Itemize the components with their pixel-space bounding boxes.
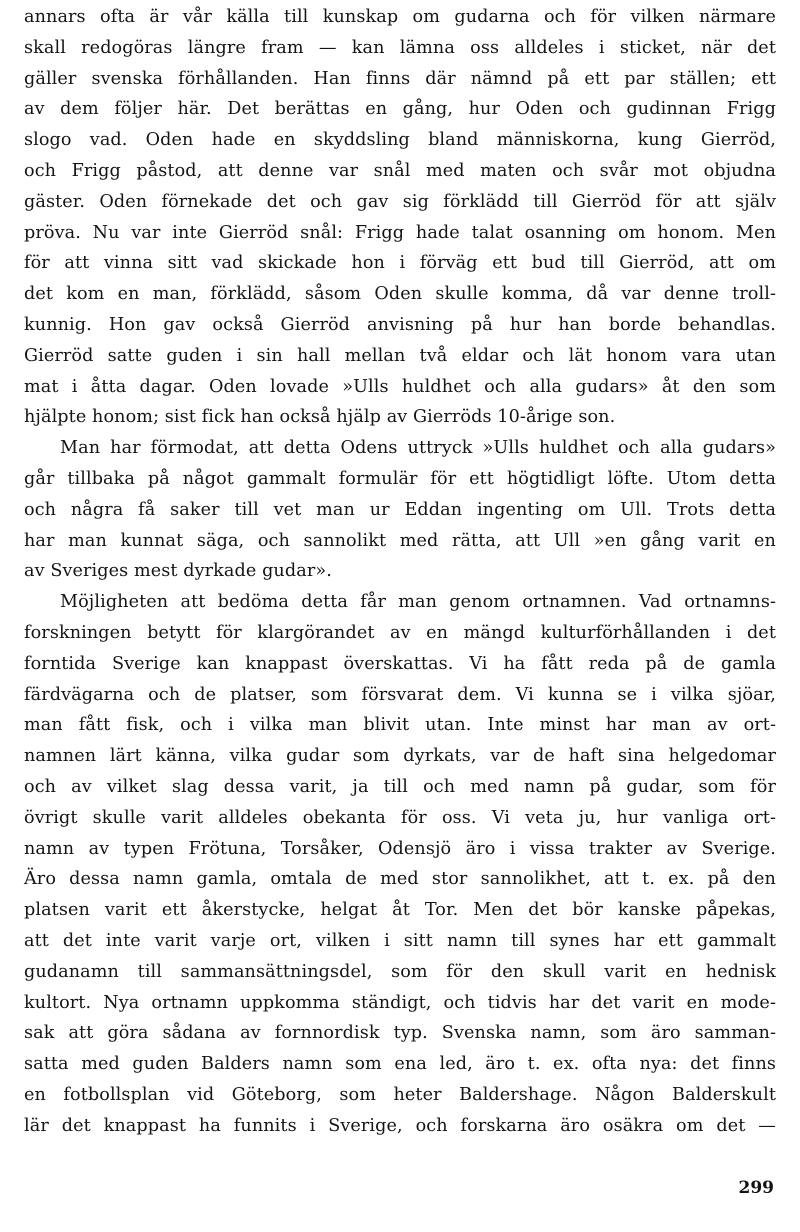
text-line: pröva. Nu var inte Gierröd snål: Frigg hade talat osanning om honom. Men [24, 222, 776, 243]
text-line: Möjligheten att bedöma detta får man genom ortnamnen. Vad ortnamns- [60, 592, 776, 613]
text-line: och av vilket slag dessa varit, ja till och med namn på gudar, som för [24, 776, 776, 797]
text-line: och Frigg påstod, att denne var snål med maten och svår mot objudna [24, 160, 776, 181]
text-line: gudanamn till sammansättningsdel, som för den skull varit en hednisk [24, 961, 776, 982]
paragraph-3 [24, 587, 776, 1141]
text-line: forskningen betytt för klargörandet av en mängd kulturförhållanden i det [24, 622, 776, 643]
text-line: en fotbollsplan vid Göteborg, som heter Baldershage. Någon Balderskult [24, 1084, 776, 1105]
text-line: lär det knappast ha funnits i Sverige, och forskarna äro osäkra om det — [24, 1115, 776, 1136]
text-line: mat i åtta dagar. Oden lovade »Ulls huldhet och alla gudars» åt den som [24, 376, 776, 397]
text-line: forntida Sverige kan knappast överskattas. Vi ha fått reda på de gamla [24, 653, 776, 674]
text-line: man fått fisk, och i vilka man blivit utan. Inte minst har man av ort- [24, 715, 776, 736]
text-line: Gierröd satte guden i sin hall mellan två eldar och lät honom vara utan [24, 345, 776, 366]
text-line: färdvägarna och de platser, som försvarat dem. Vi kunna se i vilka sjöar, [24, 684, 776, 705]
text-line: gäller svenska förhållanden. Han finns där nämnd på ett par ställen; ett [24, 68, 776, 89]
text-line: hjälpte honom; sist fick han också hjälp av Gierröds 10-årige son. [24, 407, 616, 428]
text-line: namnen lärt känna, vilka gudar som dyrkats, var de haft sina helgedomar [24, 746, 776, 767]
text-line: går tillbaka på något gammalt formulär för ett högtidligt löfte. Utom detta [24, 468, 776, 489]
text-line: att det inte varit varje ort, vilken i sitt namn till synes har ett gammalt [24, 930, 776, 951]
text-line: sak att göra sådana av fornnordisk typ. Svenska namn, som äro samman- [24, 1023, 776, 1044]
text-line: har man kunnat säga, och sannolikt med rätta, att Ull »en gång varit en [24, 530, 776, 551]
paragraph-2 [24, 433, 776, 587]
text-line: Äro dessa namn gamla, omtala de med stor sannolikhet, att t. ex. på den [24, 869, 776, 890]
text-line: för att vinna sitt vad skickade hon i förväg ett bud till Gierröd, att om [24, 253, 776, 274]
text-line: Man har förmodat, att detta Odens uttryck »Ulls huldhet och alla gudars» [60, 438, 776, 459]
page-body [24, 2, 776, 1141]
page-number: 299 [738, 1178, 774, 1198]
text-line: satta med guden Balders namn som ena led, äro t. ex. ofta nya: det finns [24, 1054, 776, 1075]
text-line: kunnig. Hon gav också Gierröd anvisning på hur han borde behandlas. [24, 314, 776, 335]
text-line: det kom en man, förklädd, såsom Oden skulle komma, då var denne troll- [24, 284, 776, 305]
text-line: av dem följer här. Det berättas en gång, hur Oden och gudinnan Frigg [24, 99, 776, 120]
text-line: av Sveriges mest dyrkade gudar». [24, 561, 332, 582]
text-line: annars ofta är vår källa till kunskap om gudarna och för vilken närmare [24, 7, 776, 27]
text-line: slogo vad. Oden hade en skyddsling bland människorna, kung Gierröd, [24, 130, 776, 151]
text-line: och några få saker till vet man ur Eddan ingenting om Ull. Trots detta [24, 499, 776, 520]
text-line: kultort. Nya ortnamn uppkomma ständigt, och tidvis har det varit en mode- [24, 992, 776, 1013]
text-line: övrigt skulle varit alldeles obekanta för oss. Vi veta ju, hur vanliga ort- [24, 807, 776, 828]
text-line: namn av typen Frötuna, Torsåker, Odensjö äro i vissa trakter av Sverige. [24, 838, 776, 859]
text-line: gäster. Oden förnekade det och gav sig förklädd till Gierröd för att själv [24, 191, 776, 212]
text-line: platsen varit ett åkerstycke, helgat åt Tor. Men det bör kanske påpekas, [24, 900, 776, 921]
text-line: skall redogöras längre fram — kan lämna oss alldeles i sticket, när det [24, 37, 776, 58]
paragraph-1 [24, 2, 776, 433]
